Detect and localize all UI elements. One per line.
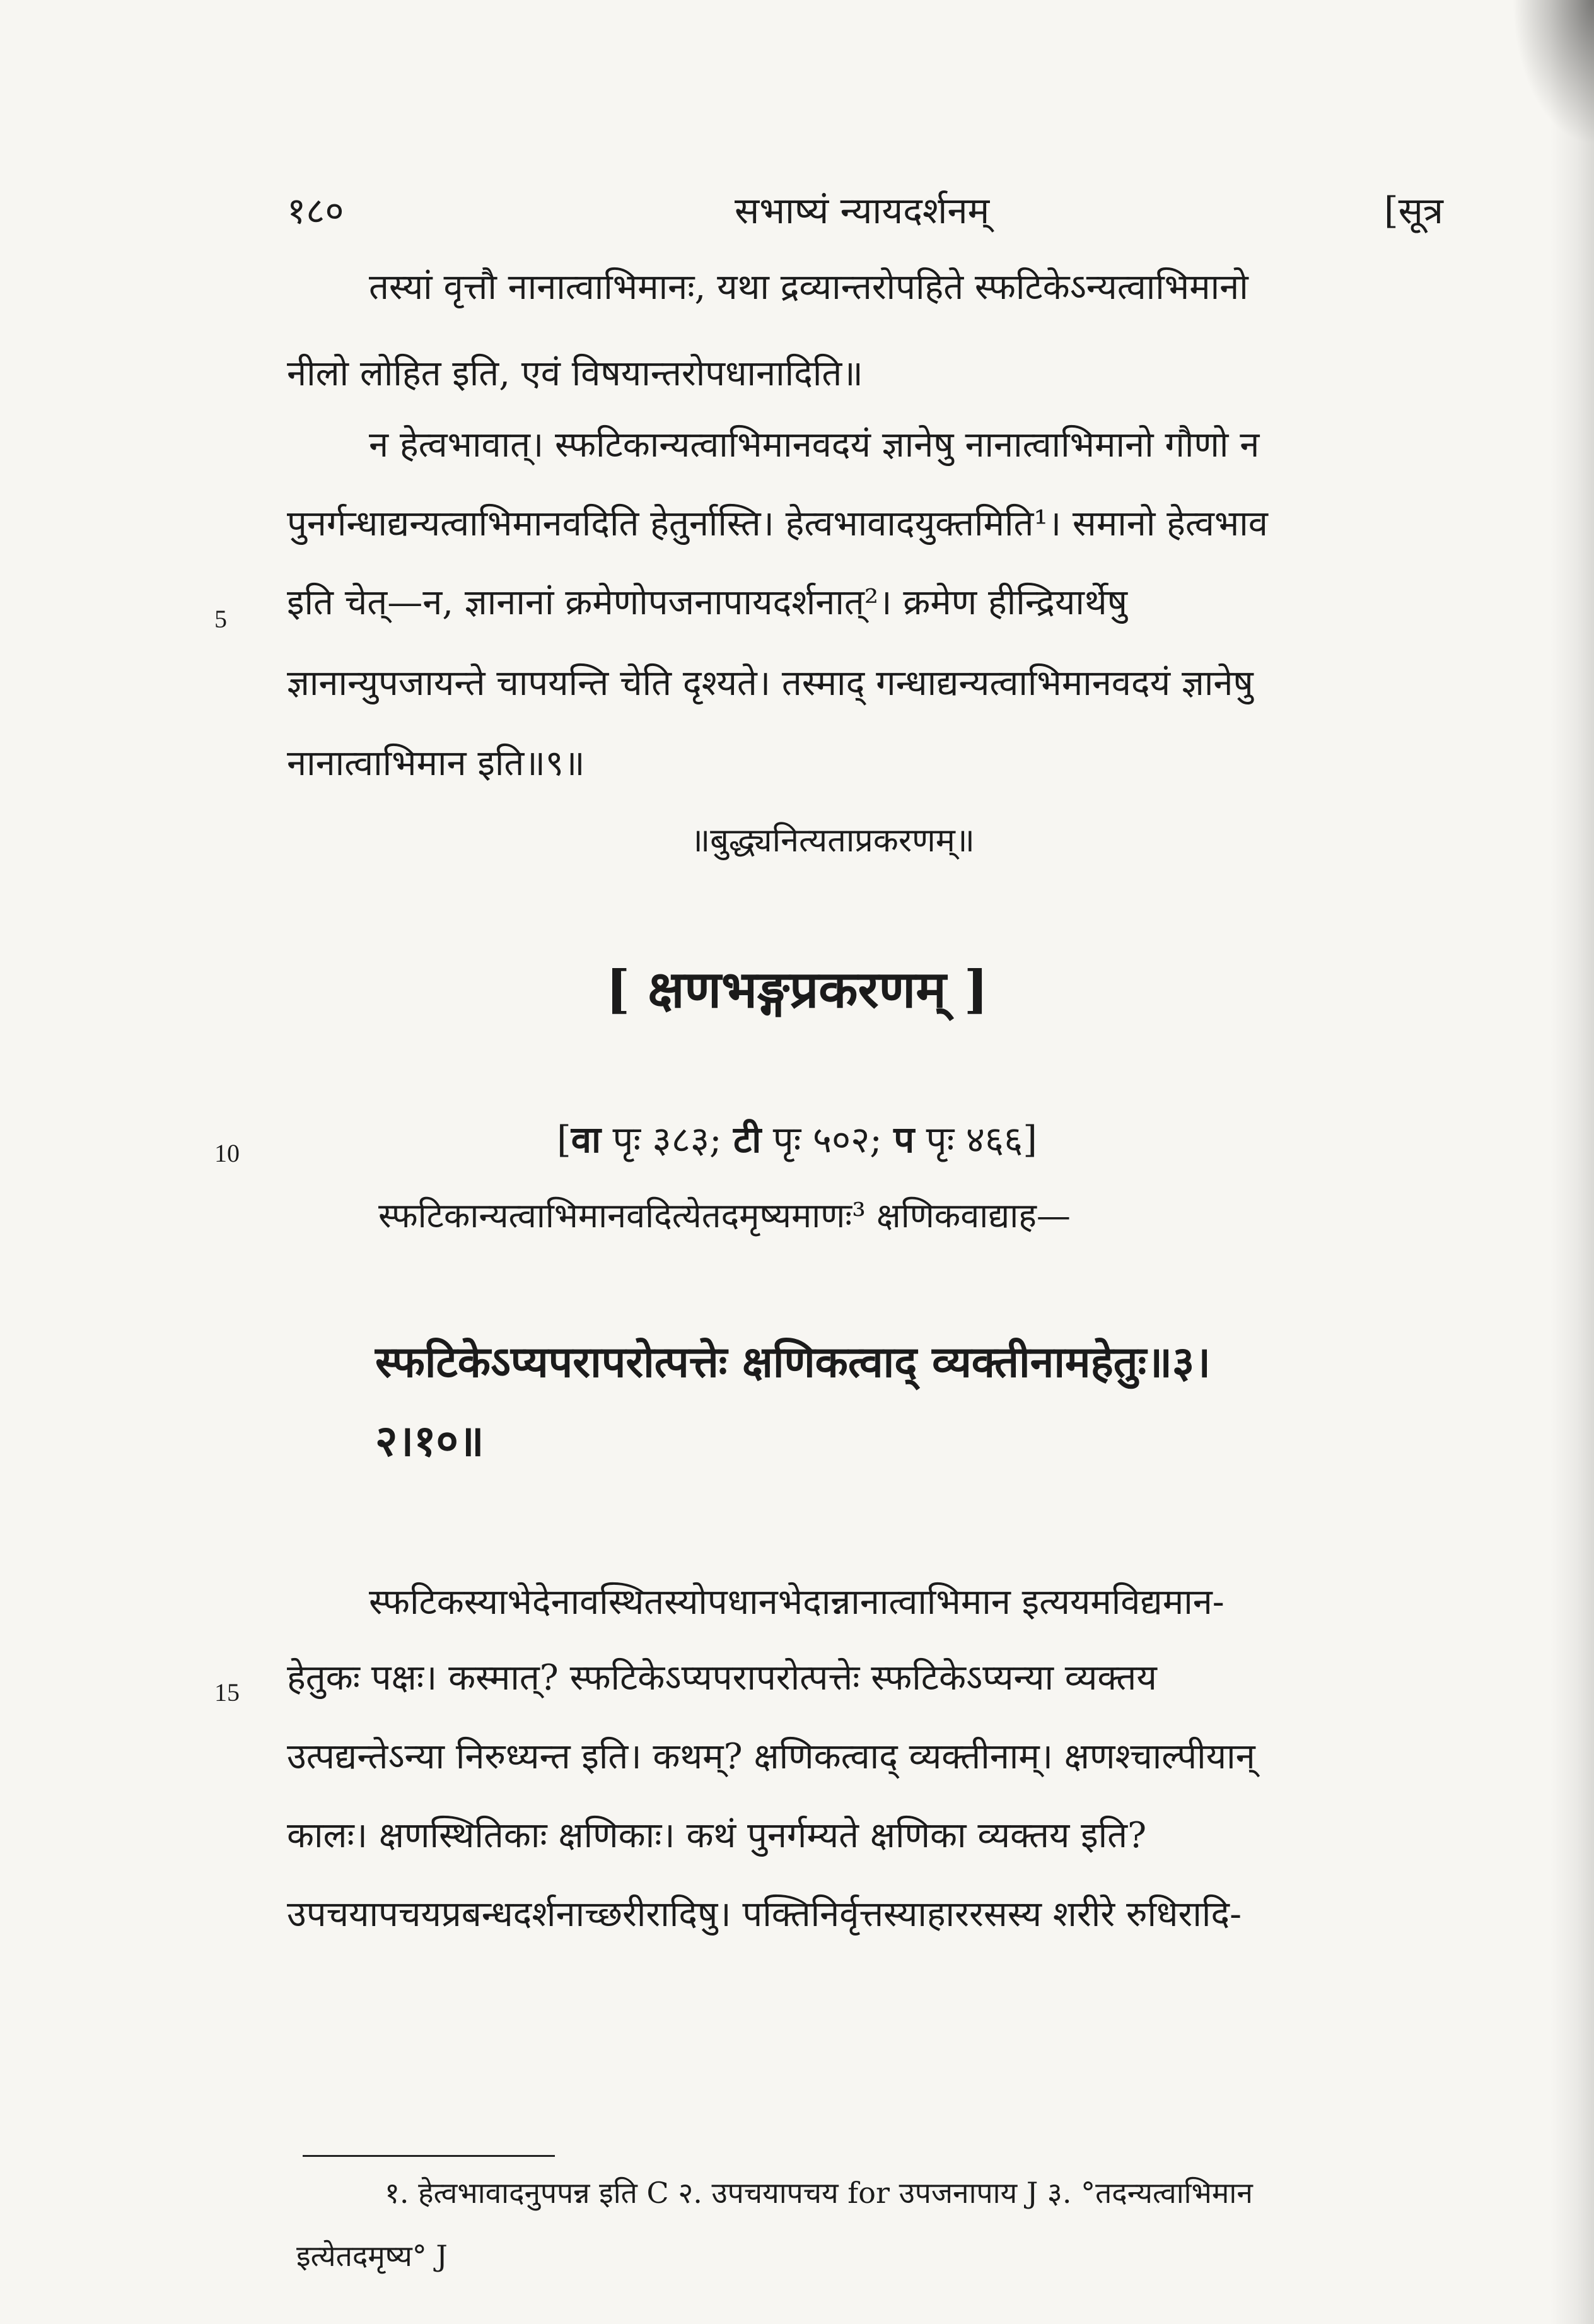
section-marker: [सूत्र — [1384, 189, 1443, 232]
paragraph3-line2: हेतुकः पक्षः। कस्मात्? स्फटिकेऽप्यपरापरोत्पत्तेः स्फटिकेऽप्यन्या व्यक्तय — [287, 1657, 1157, 1698]
sutra-line2: २।१०॥ — [375, 1416, 484, 1466]
reference-va-label: वा — [571, 1118, 602, 1161]
section-heading: [ क्षणभङ्गप्रकरणम् ] — [605, 960, 989, 1020]
paragraph1-line1: तस्यां वृत्तौ नानात्वाभिमानः, यथा द्रव्यान्तरोपहिते स्फटिकेऽन्यत्वाभिमानो — [369, 267, 1248, 308]
footnote-rule — [303, 2155, 555, 2157]
paragraph2-line3: इति चेत्—न, ज्ञानानां क्रमेणोपजनापायदर्शनात्²। क्रमेण हीन्द्रियार्थेषु — [287, 582, 1127, 623]
chapter-colophon: ॥बुद्ध्यनित्यताप्रकरणम्॥ — [690, 822, 975, 860]
reference-pa-label: प — [893, 1118, 915, 1161]
running-title: सभाष्यं न्यायदर्शनम् — [735, 189, 990, 232]
page-number: १८० — [287, 189, 344, 232]
reference-line — [0, 1113, 1594, 1163]
paragraph1-line2: नीलो लोहित इति, एवं विषयान्तरोपधानादिति॥ — [287, 353, 863, 394]
line-number-15: 15 — [214, 1678, 240, 1707]
sutra-line1: स्फटिकेऽप्यपरापरोत्पत्तेः क्षणिकत्वाद् व्यक्तीनामहेतुः॥३। — [375, 1337, 1211, 1387]
line-number-10: 10 — [214, 1139, 240, 1167]
paragraph2-line4: ज्ञानान्युपजायन्ते चापयन्ति चेति दृश्यते। तस्माद् गन्धाद्यन्यत्वाभिमानवदयं ज्ञानेषु — [287, 663, 1254, 704]
paragraph3-line5: उपचयापचयप्रबन्धदर्शनाच्छरीरादिषु। पक्तिनिर्वृत्तस्याहाररसस्य शरीरे रुधिरादि- — [287, 1894, 1242, 1935]
paragraph2-line5: नानात्वाभिमान इति॥९॥ — [287, 743, 585, 784]
reference-open-bracket: [ — [557, 1118, 571, 1161]
reference-ti-label: टी — [733, 1118, 762, 1161]
reference-pa-page: पृः ४६६] — [914, 1118, 1037, 1161]
paragraph2-line1: न हेत्वभावात्। स्फटिकान्यत्वाभिमानवदयं ज्ञानेषु नानात्वाभिमानो गौणो न — [369, 424, 1260, 465]
paragraph3-line1: स्फटिकस्याभेदेनावस्थितस्योपधानभेदान्नानात्वाभिमान इत्ययमविद्यमान- — [369, 1582, 1225, 1623]
scan-smudge — [1512, 0, 1594, 145]
footnote-line2: इत्येतदमृष्य° J — [296, 2239, 448, 2273]
paragraph3-line3: उत्पद्यन्तेऽन्या निरुध्यन्त इति। कथम्? क्षणिकत्वाद् व्यक्तीनाम्। क्षणश्चाल्पीयान् — [287, 1736, 1255, 1777]
footnote-line1: १. हेत्वभावादनुपपन्न इति C २. उपचयापचय for उपजनापाय J ३. °तदन्यत्वाभिमान — [385, 2176, 1253, 2210]
paragraph3-line4: कालः। क्षणस्थितिकाः क्षणिकाः। कथं पुनर्गम्यते क्षणिका व्यक्तय इति? — [287, 1815, 1147, 1856]
line-number-5: 5 — [214, 605, 227, 633]
reference-ti-page: पृः ५०२; — [761, 1118, 894, 1161]
sutra-introduction: स्फटिकान्यत्वाभिमानवदित्येतदमृष्यमाणः³ क्षणिकवाद्याह— — [378, 1196, 1071, 1235]
paragraph2-line2: पुनर्गन्धाद्यन्यत्वाभिमानवदिति हेतुर्नास्ति। हेत्वभावादयुक्तमिति¹। समानो हेत्वभाव — [287, 503, 1268, 544]
reference-va-page: पृः ३८३; — [601, 1118, 734, 1161]
